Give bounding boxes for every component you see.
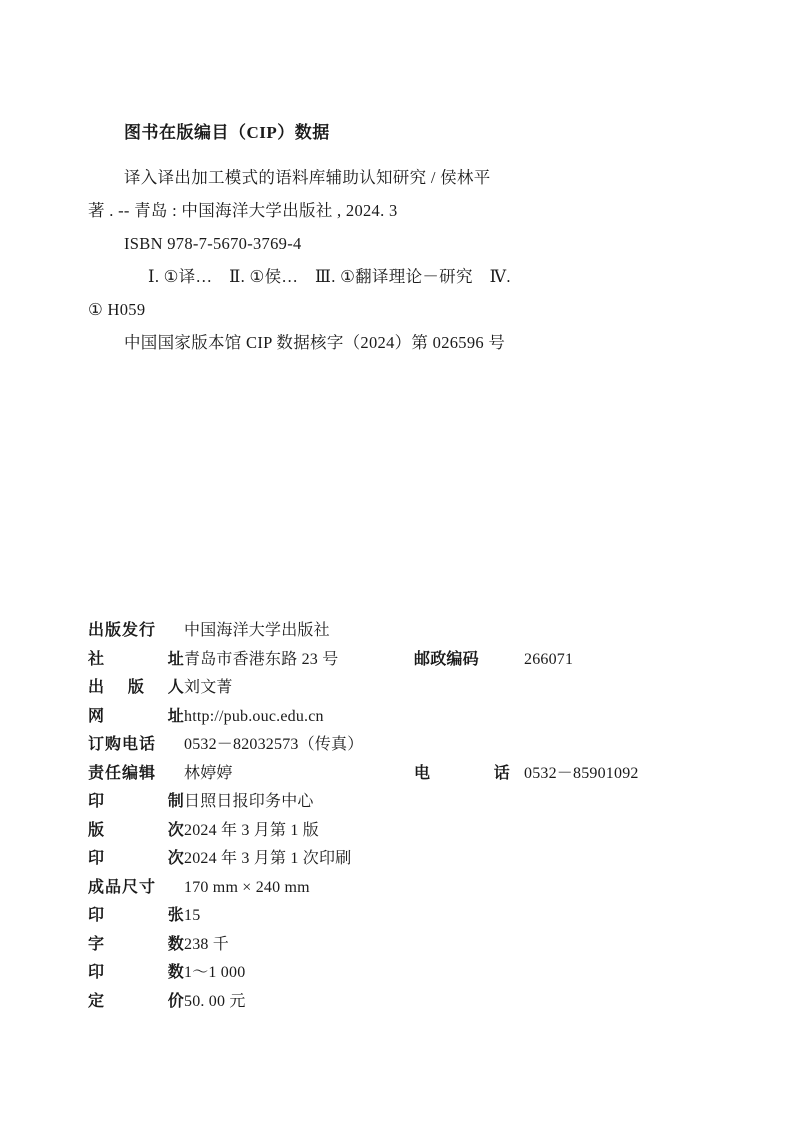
imprint-row-value: 2024 年 3 月第 1 版 bbox=[184, 821, 320, 839]
imprint-block bbox=[88, 617, 728, 1016]
cip-line-classification: Ⅰ. ①译… Ⅱ. ①侯… Ⅲ. ①翻译理论－研究 Ⅳ. bbox=[148, 267, 511, 286]
imprint-row-value-secondary: 0532－85901092 bbox=[524, 764, 639, 782]
imprint-row-value: http://pub.ouc.edu.cn bbox=[184, 707, 324, 725]
imprint-row-value: 238 千 bbox=[184, 935, 230, 953]
imprint-row bbox=[88, 646, 728, 675]
imprint-row-label-secondary: 邮政编码 bbox=[414, 650, 479, 668]
imprint-row-label: 责任编辑 bbox=[88, 764, 157, 782]
imprint-row-value: 日照日报印务中心 bbox=[184, 793, 314, 810]
imprint-row-label: 印 张 bbox=[88, 907, 184, 924]
cip-line-publisher: 著 . -- 青岛 : 中国海洋大学出版社 , 2024. 3 bbox=[88, 201, 398, 220]
imprint-row bbox=[88, 760, 728, 789]
imprint-row-label: 订购电话 bbox=[88, 736, 157, 753]
imprint-row-label: 印 次 bbox=[88, 850, 184, 867]
imprint-row-value: 2024 年 3 月第 1 次印刷 bbox=[184, 850, 352, 867]
imprint-row-label: 印 制 bbox=[88, 793, 184, 810]
imprint-row-value: 林婷婷 bbox=[184, 764, 233, 782]
imprint-row-label: 出版发行 bbox=[88, 622, 157, 639]
imprint-row-value-secondary: 266071 bbox=[524, 650, 574, 668]
imprint-row-value: 170 mm × 240 mm bbox=[184, 878, 310, 896]
imprint-row-label: 网 址 bbox=[88, 707, 184, 725]
imprint-row-value: 50. 00 元 bbox=[184, 992, 246, 1010]
cip-block bbox=[88, 118, 728, 359]
imprint-row bbox=[88, 674, 728, 703]
imprint-row-label-secondary: 电 话 bbox=[414, 764, 510, 782]
imprint-row-label: 字 数 bbox=[88, 935, 184, 953]
cip-line-classification-code: ① H059 bbox=[88, 300, 146, 319]
imprint-row-value: 刘文菁 bbox=[184, 679, 233, 696]
imprint-row bbox=[88, 988, 728, 1017]
imprint-row bbox=[88, 817, 728, 846]
imprint-row-value: 1～1 000 bbox=[184, 964, 246, 981]
imprint-row-label: 印 数 bbox=[88, 964, 184, 981]
imprint-row-value: 15 bbox=[184, 907, 201, 924]
imprint-row bbox=[88, 931, 728, 960]
imprint-row-value: 0532－82032573（传真） bbox=[184, 736, 364, 753]
cip-line-title: 译入译出加工模式的语料库辅助认知研究 / 侯林平 bbox=[124, 168, 491, 187]
cip-line-archive-number: 中国国家版本馆 CIP 数据核字（2024）第 026596 号 bbox=[124, 333, 506, 352]
imprint-row bbox=[88, 703, 728, 732]
imprint-row bbox=[88, 959, 728, 988]
imprint-row-label: 成品尺寸 bbox=[88, 878, 157, 896]
imprint-row-label: 版 次 bbox=[88, 821, 184, 839]
imprint-row bbox=[88, 731, 728, 760]
imprint-row bbox=[88, 788, 728, 817]
imprint-row-label: 出 版 人 bbox=[88, 679, 184, 696]
imprint-row bbox=[88, 874, 728, 903]
imprint-row-value: 中国海洋大学出版社 bbox=[184, 622, 330, 639]
imprint-row bbox=[88, 617, 728, 646]
cip-line-isbn: ISBN 978-7-5670-3769-4 bbox=[124, 234, 302, 253]
cip-heading: 图书在版编目（CIP）数据 bbox=[124, 123, 330, 142]
imprint-row-label: 定 价 bbox=[88, 992, 184, 1010]
imprint-row-value: 青岛市香港东路 23 号 bbox=[184, 650, 339, 668]
imprint-row-label: 社 址 bbox=[88, 650, 184, 668]
imprint-row bbox=[88, 902, 728, 931]
imprint-row bbox=[88, 845, 728, 874]
